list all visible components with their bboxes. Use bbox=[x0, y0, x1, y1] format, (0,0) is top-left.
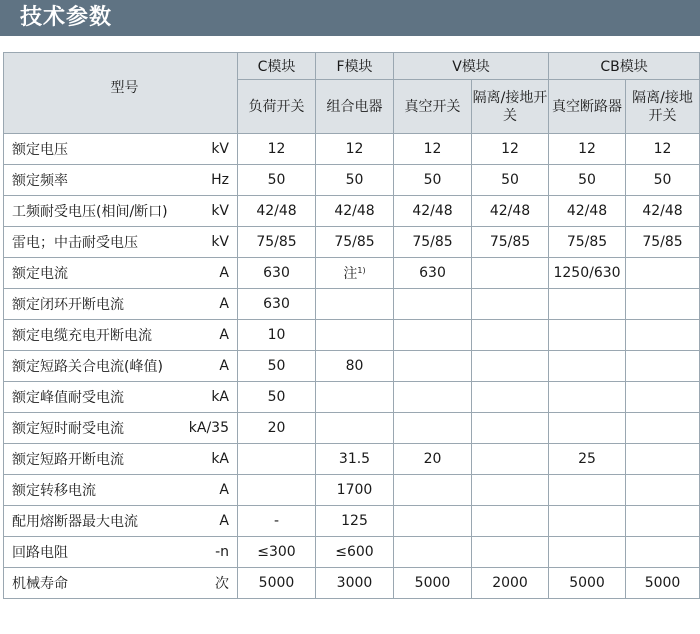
value-cell bbox=[626, 382, 700, 413]
value-cell: 20 bbox=[394, 444, 472, 475]
param-name: 工频耐受电压(相间/断口) bbox=[4, 196, 184, 227]
group-header-cb: CB模块 bbox=[549, 53, 700, 80]
param-name: 额定频率 bbox=[4, 165, 184, 196]
value-cell bbox=[549, 382, 626, 413]
value-cell bbox=[549, 475, 626, 506]
value-cell bbox=[626, 320, 700, 351]
group-header-row bbox=[4, 53, 700, 80]
value-cell bbox=[394, 475, 472, 506]
value-cell bbox=[394, 289, 472, 320]
value-cell bbox=[316, 289, 394, 320]
value-cell: 630 bbox=[238, 258, 316, 289]
model-header: 型号 bbox=[4, 53, 238, 134]
value-cell: 50 bbox=[238, 382, 316, 413]
footnote-marker: 1) bbox=[357, 266, 366, 275]
value-cell: 12 bbox=[238, 134, 316, 165]
value-cell: 50 bbox=[238, 351, 316, 382]
group-header-c: C模块 bbox=[238, 53, 316, 80]
param-name: 机械寿命 bbox=[4, 568, 184, 599]
sub-header-isolate-earth-v: 隔离/接地开关 bbox=[472, 80, 549, 134]
value-cell: 5000 bbox=[549, 568, 626, 599]
param-unit: kA bbox=[184, 382, 238, 413]
table-row bbox=[4, 227, 700, 258]
param-unit: A bbox=[184, 320, 238, 351]
value-cell bbox=[549, 351, 626, 382]
table-row bbox=[4, 134, 700, 165]
param-unit: A bbox=[184, 351, 238, 382]
group-header-f: F模块 bbox=[316, 53, 394, 80]
group-header-v: V模块 bbox=[394, 53, 549, 80]
value-cell: 125 bbox=[316, 506, 394, 537]
value-cell bbox=[549, 537, 626, 568]
value-cell bbox=[394, 320, 472, 351]
value-cell bbox=[626, 537, 700, 568]
spec-table bbox=[3, 52, 700, 599]
value-cell bbox=[472, 537, 549, 568]
value-cell bbox=[549, 320, 626, 351]
value-cell bbox=[472, 413, 549, 444]
value-cell: 42/48 bbox=[626, 196, 700, 227]
value-cell bbox=[626, 289, 700, 320]
sub-header-load-switch: 负荷开关 bbox=[238, 80, 316, 134]
param-unit: Hz bbox=[184, 165, 238, 196]
value-cell bbox=[472, 475, 549, 506]
param-unit: kV bbox=[184, 134, 238, 165]
value-cell bbox=[394, 506, 472, 537]
table-row bbox=[4, 258, 700, 289]
table-row bbox=[4, 413, 700, 444]
value-cell: 75/85 bbox=[316, 227, 394, 258]
value-cell bbox=[472, 258, 549, 289]
value-cell: 50 bbox=[626, 165, 700, 196]
param-name: 额定转移电流 bbox=[4, 475, 184, 506]
value-cell bbox=[549, 506, 626, 537]
value-cell bbox=[472, 444, 549, 475]
value-cell: 3000 bbox=[316, 568, 394, 599]
value-cell: 12 bbox=[316, 134, 394, 165]
value-cell bbox=[626, 258, 700, 289]
table-row bbox=[4, 568, 700, 599]
value-cell bbox=[626, 413, 700, 444]
value-cell: 5000 bbox=[626, 568, 700, 599]
param-name: 额定峰值耐受电流 bbox=[4, 382, 184, 413]
value-cell: 5000 bbox=[238, 568, 316, 599]
param-name: 额定电缆充电开断电流 bbox=[4, 320, 184, 351]
param-unit: A bbox=[184, 258, 238, 289]
table-row bbox=[4, 382, 700, 413]
value-cell bbox=[472, 320, 549, 351]
value-cell: 42/48 bbox=[549, 196, 626, 227]
value-cell: 25 bbox=[549, 444, 626, 475]
param-unit: kV bbox=[184, 227, 238, 258]
value-cell: 50 bbox=[549, 165, 626, 196]
param-name: 配用熔断器最大电流 bbox=[4, 506, 184, 537]
value-cell: - bbox=[238, 506, 316, 537]
value-cell bbox=[394, 537, 472, 568]
value-cell: 1700 bbox=[316, 475, 394, 506]
value-cell: 75/85 bbox=[472, 227, 549, 258]
value-cell: 12 bbox=[626, 134, 700, 165]
value-cell: 42/48 bbox=[394, 196, 472, 227]
value-cell: 31.5 bbox=[316, 444, 394, 475]
value-cell: 1250/630 bbox=[549, 258, 626, 289]
value-cell: 12 bbox=[394, 134, 472, 165]
title-bar bbox=[0, 0, 700, 36]
table-row bbox=[4, 475, 700, 506]
value-cell: 42/48 bbox=[238, 196, 316, 227]
value-cell bbox=[472, 506, 549, 537]
table-row bbox=[4, 165, 700, 196]
table-row bbox=[4, 537, 700, 568]
value-cell: 75/85 bbox=[238, 227, 316, 258]
value-cell bbox=[238, 475, 316, 506]
value-cell: 20 bbox=[238, 413, 316, 444]
value-cell bbox=[549, 289, 626, 320]
sub-header-vacuum-breaker: 真空断路器 bbox=[549, 80, 626, 134]
value-cell: 80 bbox=[316, 351, 394, 382]
value-cell: ≤300 bbox=[238, 537, 316, 568]
value-cell bbox=[472, 289, 549, 320]
value-cell: 75/85 bbox=[549, 227, 626, 258]
value-cell: 5000 bbox=[394, 568, 472, 599]
param-unit: A bbox=[184, 506, 238, 537]
value-cell: 50 bbox=[238, 165, 316, 196]
table-row bbox=[4, 444, 700, 475]
value-cell: 12 bbox=[472, 134, 549, 165]
value-cell bbox=[472, 351, 549, 382]
value-cell bbox=[316, 320, 394, 351]
value-cell bbox=[549, 413, 626, 444]
value-cell bbox=[316, 413, 394, 444]
value-cell: 42/48 bbox=[316, 196, 394, 227]
value-cell: 2000 bbox=[472, 568, 549, 599]
note-text: 注 bbox=[343, 266, 358, 282]
value-cell: 630 bbox=[394, 258, 472, 289]
param-unit: 次 bbox=[184, 568, 238, 599]
param-name: 雷电；中击耐受电压 bbox=[4, 227, 184, 258]
sub-header-combined-apparatus: 组合电器 bbox=[316, 80, 394, 134]
table-row bbox=[4, 320, 700, 351]
value-cell: 12 bbox=[549, 134, 626, 165]
sub-header-isolate-earth-cb: 隔离/接地开关 bbox=[626, 80, 700, 134]
param-name: 额定短路开断电流 bbox=[4, 444, 184, 475]
param-name: 额定闭环开断电流 bbox=[4, 289, 184, 320]
param-unit: A bbox=[184, 475, 238, 506]
value-cell: 50 bbox=[394, 165, 472, 196]
value-cell bbox=[626, 506, 700, 537]
value-cell: 75/85 bbox=[626, 227, 700, 258]
value-cell bbox=[316, 258, 394, 289]
param-unit: A bbox=[184, 289, 238, 320]
value-cell bbox=[316, 382, 394, 413]
value-cell bbox=[626, 351, 700, 382]
value-cell: 75/85 bbox=[394, 227, 472, 258]
value-cell bbox=[394, 382, 472, 413]
param-name: 回路电阻 bbox=[4, 537, 184, 568]
value-cell: 50 bbox=[316, 165, 394, 196]
value-cell: ≤600 bbox=[316, 537, 394, 568]
param-name: 额定电压 bbox=[4, 134, 184, 165]
param-name: 额定电流 bbox=[4, 258, 184, 289]
param-unit: kA bbox=[184, 444, 238, 475]
table-row bbox=[4, 196, 700, 227]
value-cell bbox=[238, 444, 316, 475]
page-title: 技术参数 bbox=[20, 5, 113, 30]
value-cell bbox=[626, 475, 700, 506]
table-row bbox=[4, 289, 700, 320]
table-row bbox=[4, 351, 700, 382]
param-name: 额定短时耐受电流 bbox=[4, 413, 184, 444]
sub-header-vacuum-switch: 真空开关 bbox=[394, 80, 472, 134]
value-cell: 42/48 bbox=[472, 196, 549, 227]
value-cell bbox=[472, 382, 549, 413]
param-name: 额定短路关合电流(峰值) bbox=[4, 351, 184, 382]
param-unit: -n bbox=[184, 537, 238, 568]
value-cell bbox=[394, 351, 472, 382]
value-cell: 630 bbox=[238, 289, 316, 320]
value-cell bbox=[394, 413, 472, 444]
value-cell bbox=[626, 444, 700, 475]
table-row bbox=[4, 506, 700, 537]
param-unit: kA/35 bbox=[184, 413, 238, 444]
value-cell: 10 bbox=[238, 320, 316, 351]
value-cell: 50 bbox=[472, 165, 549, 196]
param-unit: kV bbox=[184, 196, 238, 227]
